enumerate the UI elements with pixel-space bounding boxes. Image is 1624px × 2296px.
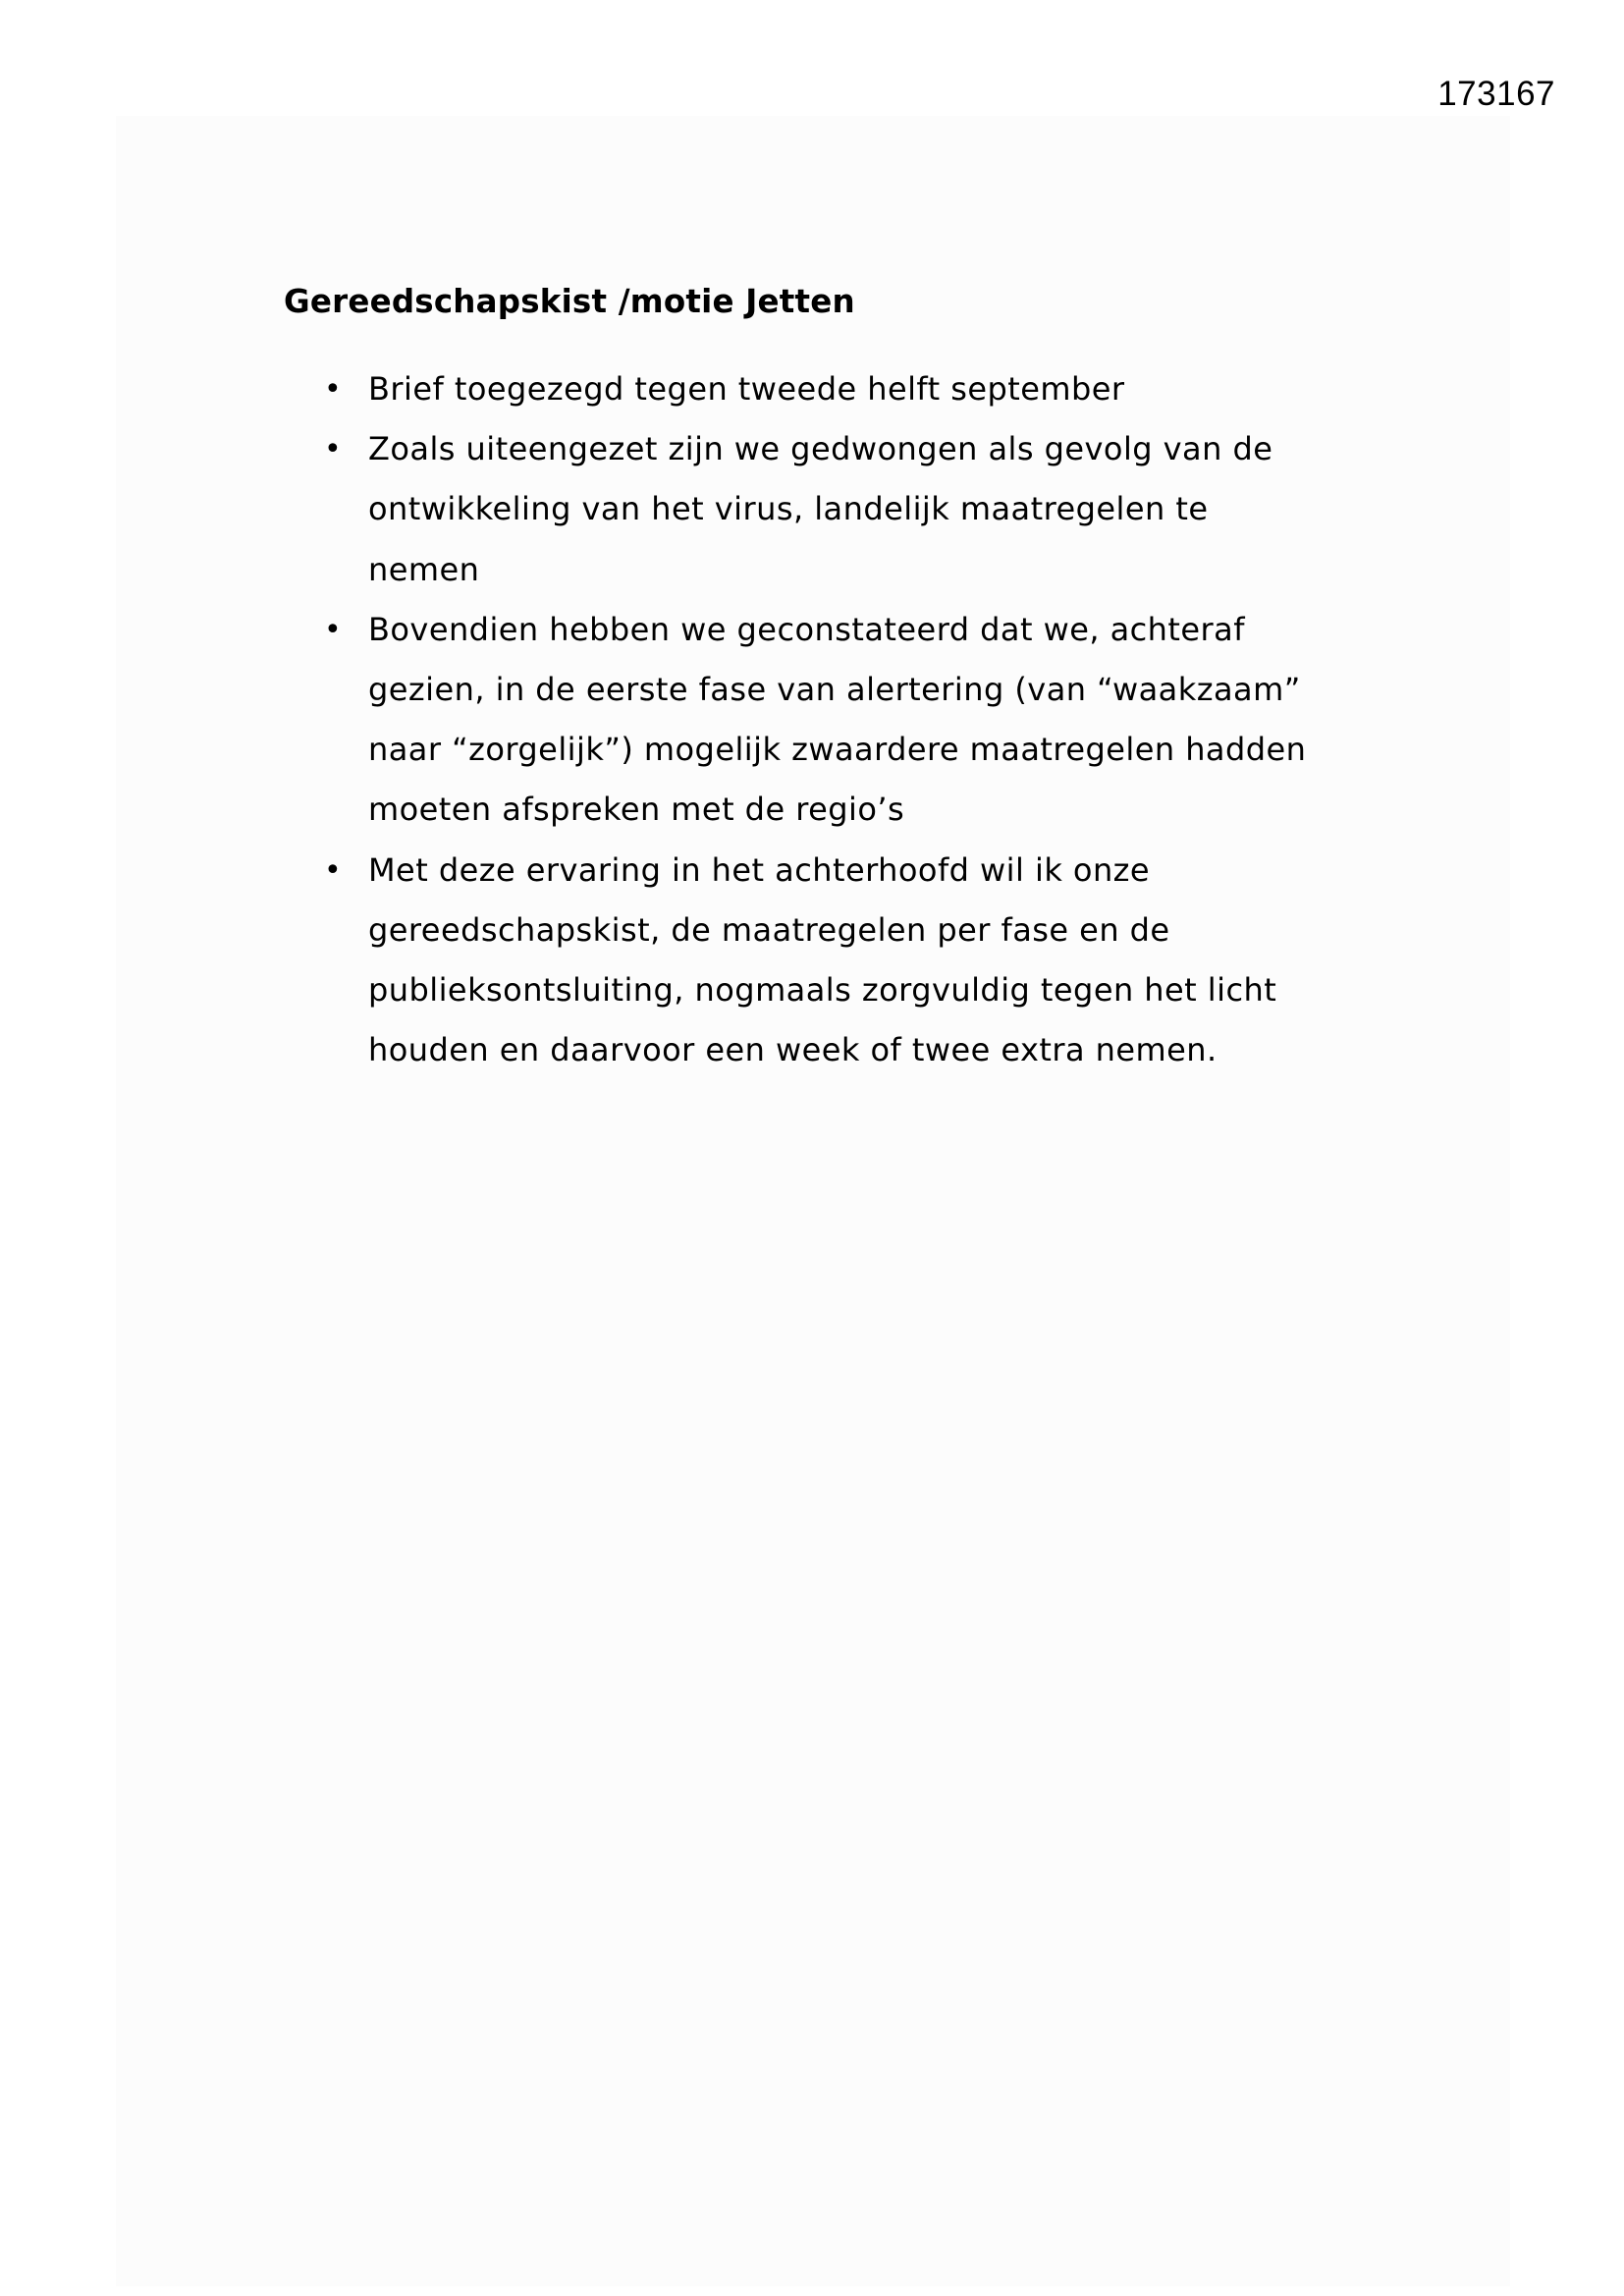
bullet-line: naar “zorgelijk”) mogelijk zwaardere maatregelen hadden — [368, 731, 1307, 769]
bullet-item — [284, 600, 1413, 841]
bullet-line: houden en daarvoor een week of twee extra nemen. — [368, 1031, 1218, 1069]
bullet-item — [284, 419, 1413, 600]
bullet-line: moeten afspreken met de regio’s — [368, 791, 905, 829]
bullet-line: gezien, in de eerste fase van alertering (van “waakzaam” — [368, 671, 1301, 709]
document-heading: Gereedschapskist /motie Jetten — [284, 283, 855, 320]
bullet-item — [284, 841, 1413, 1081]
document-number: 173167 — [1437, 75, 1555, 113]
bullet-line: nemen — [368, 550, 480, 588]
bullet-line: gereedschapskist, de maatregelen per fase en de — [368, 910, 1170, 949]
bullet-line: • Met deze ervaring in het achterhoofd wil ik onze — [368, 850, 1151, 889]
bullet-item — [284, 359, 1413, 419]
bullet-line: • Brief toegezegd tegen tweede helft september — [368, 370, 1125, 408]
bullet-line: ontwikkeling van het virus, landelijk maatregelen te — [368, 490, 1209, 528]
bullet-line: publieksontsluiting, nogmaals zorgvuldig tegen het licht — [368, 971, 1277, 1010]
bullet-line: • Bovendien hebben we geconstateerd dat we, achteraf — [368, 610, 1245, 648]
bullet-list — [284, 359, 1413, 1080]
bullet-line: • Zoals uiteengezet zijn we gedwongen als gevolg van de — [368, 430, 1273, 468]
